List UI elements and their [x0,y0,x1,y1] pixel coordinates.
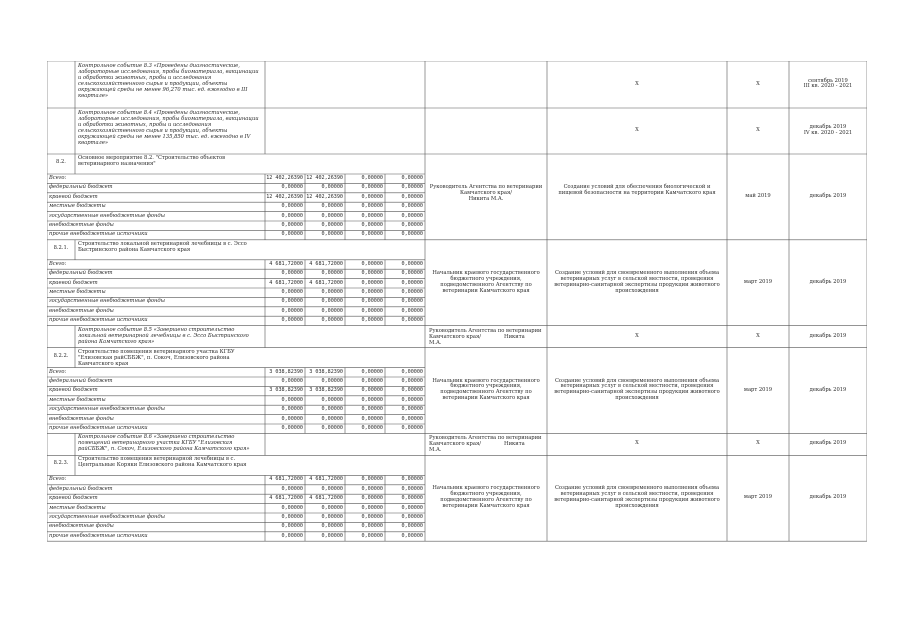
funding-value: 0,00000 [281,212,303,219]
funding-source-label: внебюджетные фонды [49,222,114,228]
x-mark: X [635,80,639,87]
funding-value: 0,00000 [401,415,423,422]
funding-value: 0,00000 [321,184,343,191]
responsible-executor: Руководитель Агентства по ветеринарии Камчатского края/ Никита М.А. [429,327,542,346]
funding-value: 0,00000 [361,396,383,403]
x-mark: X [756,80,760,87]
funding-value: 0,00000 [401,485,423,492]
funding-source-label: местные бюджеты [49,396,106,403]
funding-source-label: Всего: [49,476,67,483]
control-event-text: Контрольное событие 8.6 «Завершено строительство помещений ветеринарного участка КГБУ "Елизовская райСББЖ", п. Сокоч, Елизовского района Камчатского края» [78,434,250,453]
funding-source-label: местные бюджеты [49,289,106,295]
funding-value: 0,00000 [321,378,343,384]
funding-value: 0,00000 [321,231,343,238]
funding-value: 0,00000 [281,289,303,295]
funding-value: 0,00000 [401,175,423,181]
funding-value: 12 402,26390 [266,193,303,200]
funding-value: 0,00000 [281,270,303,277]
funding-value: 0,00000 [321,270,343,277]
funding-value: 0,00000 [361,504,383,511]
funding-value: 0,00000 [361,406,383,413]
funding-source-label: прочие внебюджетные источники [49,425,148,431]
funding-value: 0,00000 [401,387,423,394]
start-date: март 2019 [743,278,773,285]
funding-value: 0,00000 [321,212,343,219]
start-date: март 2019 [743,494,773,501]
funding-source-label: краевой бюджет [49,387,98,394]
funding-value: 4 681,72000 [309,476,343,483]
responsible-executor: Начальник краевого государственного бюджетного учреждения, подведомственного Агентству по ветеринарии Камчатского края [432,377,542,402]
funding-value: 0,00000 [401,378,423,384]
funding-source-label: внебюджетные фонды [49,523,114,530]
funding-value: 0,00000 [401,193,423,200]
funding-value: 0,00000 [321,514,343,520]
funding-value: 0,00000 [321,504,343,511]
funding-value: 0,00000 [281,298,303,305]
x-mark: X [756,440,760,447]
section-number: 8.2. [56,159,66,165]
x-mark: X [635,127,639,133]
section-title: Строительство помещения ветеринарной лечебницы в с. Центральные Коряки Елизовского района Камчатского края [78,456,247,469]
funding-value: 0,00000 [281,406,303,413]
funding-value: 0,00000 [361,193,383,200]
funding-value: 0,00000 [281,307,303,314]
x-mark: X [756,332,760,339]
control-event-text: Контрольное событие 8.5 «Завершено строительство локальной ветеринарной лечебницы в с. Эссо Быстринского района Камчатского края» [78,326,251,345]
funding-value: 0,00000 [281,378,303,384]
funding-value: 0,00000 [361,425,383,431]
funding-source-label: внебюджетные фонды [49,415,114,422]
end-date: декабрь 2019 [809,192,847,199]
funding-value: 0,00000 [361,532,383,539]
funding-value: 0,00000 [401,270,423,277]
funding-value: 0,00000 [321,298,343,305]
funding-source-label: государственные внебюджетные фонды [49,298,165,305]
funding-value: 0,00000 [401,406,423,413]
funding-source-label: местные бюджеты [49,504,106,511]
funding-source-label: внебюджетные фонды [49,307,114,314]
funding-source-label: государственные внебюджетные фонды [49,514,165,520]
funding-value: 0,00000 [361,378,383,384]
funding-value: 0,00000 [361,289,383,295]
funding-value: 0,00000 [321,523,343,530]
section-title: Строительство помещения ветеринарного участка КГБУ "Елизовская райСББЖ", п. Сокоч, Елизовского района Камчатского края [78,348,237,367]
funding-value: 0,00000 [401,476,423,483]
funding-value: 3 038,82390 [269,368,303,375]
funding-value: 4 681,72000 [269,476,303,483]
funding-value: 0,00000 [361,279,383,286]
funding-value: 0,00000 [401,514,423,520]
funding-value: 12 402,26390 [306,193,343,200]
funding-value: 0,00000 [401,260,423,267]
funding-value: 4 681,72000 [269,495,303,502]
funding-value: 0,00000 [361,222,383,228]
funding-value: 0,00000 [361,523,383,530]
funding-value: 0,00000 [401,298,423,305]
funding-value: 0,00000 [321,203,343,210]
funding-value: 3 038,82390 [269,387,303,394]
funding-value: 0,00000 [361,231,383,238]
funding-value: 0,00000 [281,231,303,238]
section-number: 8.2.3. [53,460,69,467]
funding-source-label: федеральный бюджет [49,485,113,492]
funding-value: 0,00000 [401,222,423,228]
control-event-text: Контрольное событие 8.3 «Проведены диагностические, лабораторные исследования, пробы биоматериала, вакцинации и обработки животных, пробы и исследования сельскохозяйственного сырья и продукции, объекты окружающей среды не менее 96,270 тыс. ед. ежегодно в III квартале» [78,63,261,99]
funding-value: 0,00000 [361,317,383,324]
funding-value: 0,00000 [401,523,423,530]
funding-value: 4 681,72000 [309,279,343,286]
funding-value: 0,00000 [281,222,303,228]
funding-value: 0,00000 [361,203,383,210]
funding-value: 0,00000 [361,476,383,483]
funding-source-label: краевой бюджет [49,495,98,502]
event-date: декабрь 2019 IV кв. 2020 - 2021 [803,124,853,136]
funding-value: 0,00000 [361,387,383,394]
end-date: декабрь 2019 [809,278,847,285]
section-title: Основное мероприятие 8.2. "Строительство объектов ветеринарного назначения" [78,155,227,167]
funding-source-label: прочие внебюджетные источники [49,317,148,324]
expected-result: Создание условий для своевременного выполнения объема ветеринарных услуг в сельской местности, проведения ветеринарно-санитарной экспертизы продукции животного происхождения [554,269,722,294]
funding-value: 4 681,72000 [269,279,303,286]
funding-value: 0,00000 [281,415,303,422]
funding-value: 0,00000 [321,307,343,314]
responsible-executor: Руководитель Агентства по ветеринарии Камчатского края/ Никита М.А. [429,183,543,202]
funding-value: 4 681,72000 [309,495,343,502]
funding-value: 0,00000 [401,184,423,191]
funding-value: 0,00000 [401,425,423,431]
funding-value: 3 038,82390 [309,368,343,375]
funding-value: 0,00000 [281,514,303,520]
funding-value: 4 681,72000 [309,260,343,267]
funding-source-label: Всего: [49,368,67,375]
funding-source-label: государственные внебюджетные фонды [49,406,165,413]
funding-value: 0,00000 [321,222,343,228]
funding-value: 0,00000 [361,514,383,520]
expected-result: Создание условий для своевременного выполнения объема ветеринарных услуг в сельской местности, проведения ветеринарно-санитарной экспертизы продукции животного происхождения [554,377,722,402]
funding-value: 0,00000 [281,504,303,511]
program-table [47,61,867,570]
responsible-executor: Начальник краевого государственного бюджетного учреждения, подведомственного Агентству по ветеринарии Камчатского края [432,269,542,294]
funding-value: 0,00000 [401,279,423,286]
funding-value: 0,00000 [401,396,423,403]
funding-value: 4 681,72000 [269,260,303,267]
end-date: декабрь 2019 [809,494,847,501]
funding-value: 12 402,26390 [306,175,343,181]
funding-value: 0,00000 [321,396,343,403]
start-date: май 2019 [745,192,771,199]
funding-value: 0,00000 [361,270,383,277]
funding-value: 0,00000 [401,504,423,511]
funding-value: 0,00000 [321,289,343,295]
responsible-executor: Начальник краевого государственного бюджетного учреждения, подведомственного Агентству по ветеринарии Камчатского края [432,485,542,510]
funding-value: 0,00000 [401,317,423,324]
funding-value: 0,00000 [281,203,303,210]
funding-value: 0,00000 [401,231,423,238]
funding-source-label: прочие внебюджетные источники [49,231,148,238]
event-date: декабрь 2019 [809,440,847,447]
section-number: 8.2.2. [53,352,69,359]
section-number: 8.2.1. [53,244,69,251]
event-date: декабрь 2019 [809,332,847,339]
x-mark: X [635,440,639,447]
funding-value: 0,00000 [361,485,383,492]
funding-value: 0,00000 [361,495,383,502]
funding-value: 0,00000 [281,523,303,530]
funding-source-label: Всего: [49,175,67,181]
responsible-executor: Руководитель Агентства по ветеринарии Камчатского края/ Никита М.А. [429,435,542,454]
funding-value: 0,00000 [321,406,343,413]
funding-source-label: федеральный бюджет [49,184,113,191]
funding-value: 0,00000 [361,298,383,305]
funding-source-label: Всего: [49,260,67,267]
funding-value: 0,00000 [321,415,343,422]
expected-result: Создание условий для своевременного выполнения объема ветеринарных услуг в сельской местности, проведения ветеринарно-санитарной экспертизы продукции животного происхождения [554,485,722,510]
funding-value: 0,00000 [401,289,423,295]
funding-source-label: государственные внебюджетные фонды [49,212,165,219]
funding-source-label: краевой бюджет [49,193,98,200]
event-date: сентябрь 2019 III кв. 2020 - 2021 [803,77,853,90]
funding-value: 3 038,82390 [309,387,343,394]
funding-value: 0,00000 [401,368,423,375]
funding-value: 0,00000 [281,184,303,191]
funding-value: 0,00000 [401,212,423,219]
funding-value: 0,00000 [401,203,423,210]
funding-source-label: федеральный бюджет [49,378,113,384]
funding-value: 0,00000 [401,532,423,539]
x-mark: X [756,127,760,133]
funding-value: 0,00000 [361,415,383,422]
funding-value: 0,00000 [321,532,343,539]
funding-source-label: краевой бюджет [49,279,98,286]
funding-value: 0,00000 [281,532,303,539]
funding-value: 0,00000 [281,317,303,324]
funding-value: 0,00000 [401,495,423,502]
end-date: декабрь 2019 [809,386,847,393]
funding-source-label: федеральный бюджет [49,270,113,277]
funding-source-label: прочие внебюджетные источники [49,532,148,539]
funding-value: 0,00000 [281,425,303,431]
funding-value: 0,00000 [321,425,343,431]
funding-source-label: местные бюджеты [49,203,106,210]
funding-value: 0,00000 [361,184,383,191]
section-title: Строительство локальной ветеринарной лечебницы в с. Эссо Быстринского района Камчатского края [78,240,249,253]
expected-result: Создание условий для обеспечения биологической и пищевой безопасности на территории Камчатского края [558,183,716,196]
funding-value: 0,00000 [321,317,343,324]
control-event-text: Контрольное событие 8.4 «Проведены диагностические, лабораторные исследования, пробы биоматериала, вакцинации и обработки животных, пробы и исследования сельскохозяйственного сырья и продукции, объекты окружающей среды не менее 135,850 тыс. ед. ежегодно в IV квартале» [78,110,261,146]
funding-value: 0,00000 [361,307,383,314]
funding-value: 0,00000 [281,485,303,492]
funding-value: 0,00000 [361,212,383,219]
funding-value: 0,00000 [281,396,303,403]
funding-value: 0,00000 [361,368,383,375]
funding-value: 0,00000 [361,175,383,181]
x-mark: X [635,332,639,339]
start-date: март 2019 [743,386,773,393]
funding-value: 12 402,26390 [266,175,303,181]
funding-value: 0,00000 [321,485,343,492]
funding-value: 0,00000 [401,307,423,314]
funding-value: 0,00000 [361,260,383,267]
